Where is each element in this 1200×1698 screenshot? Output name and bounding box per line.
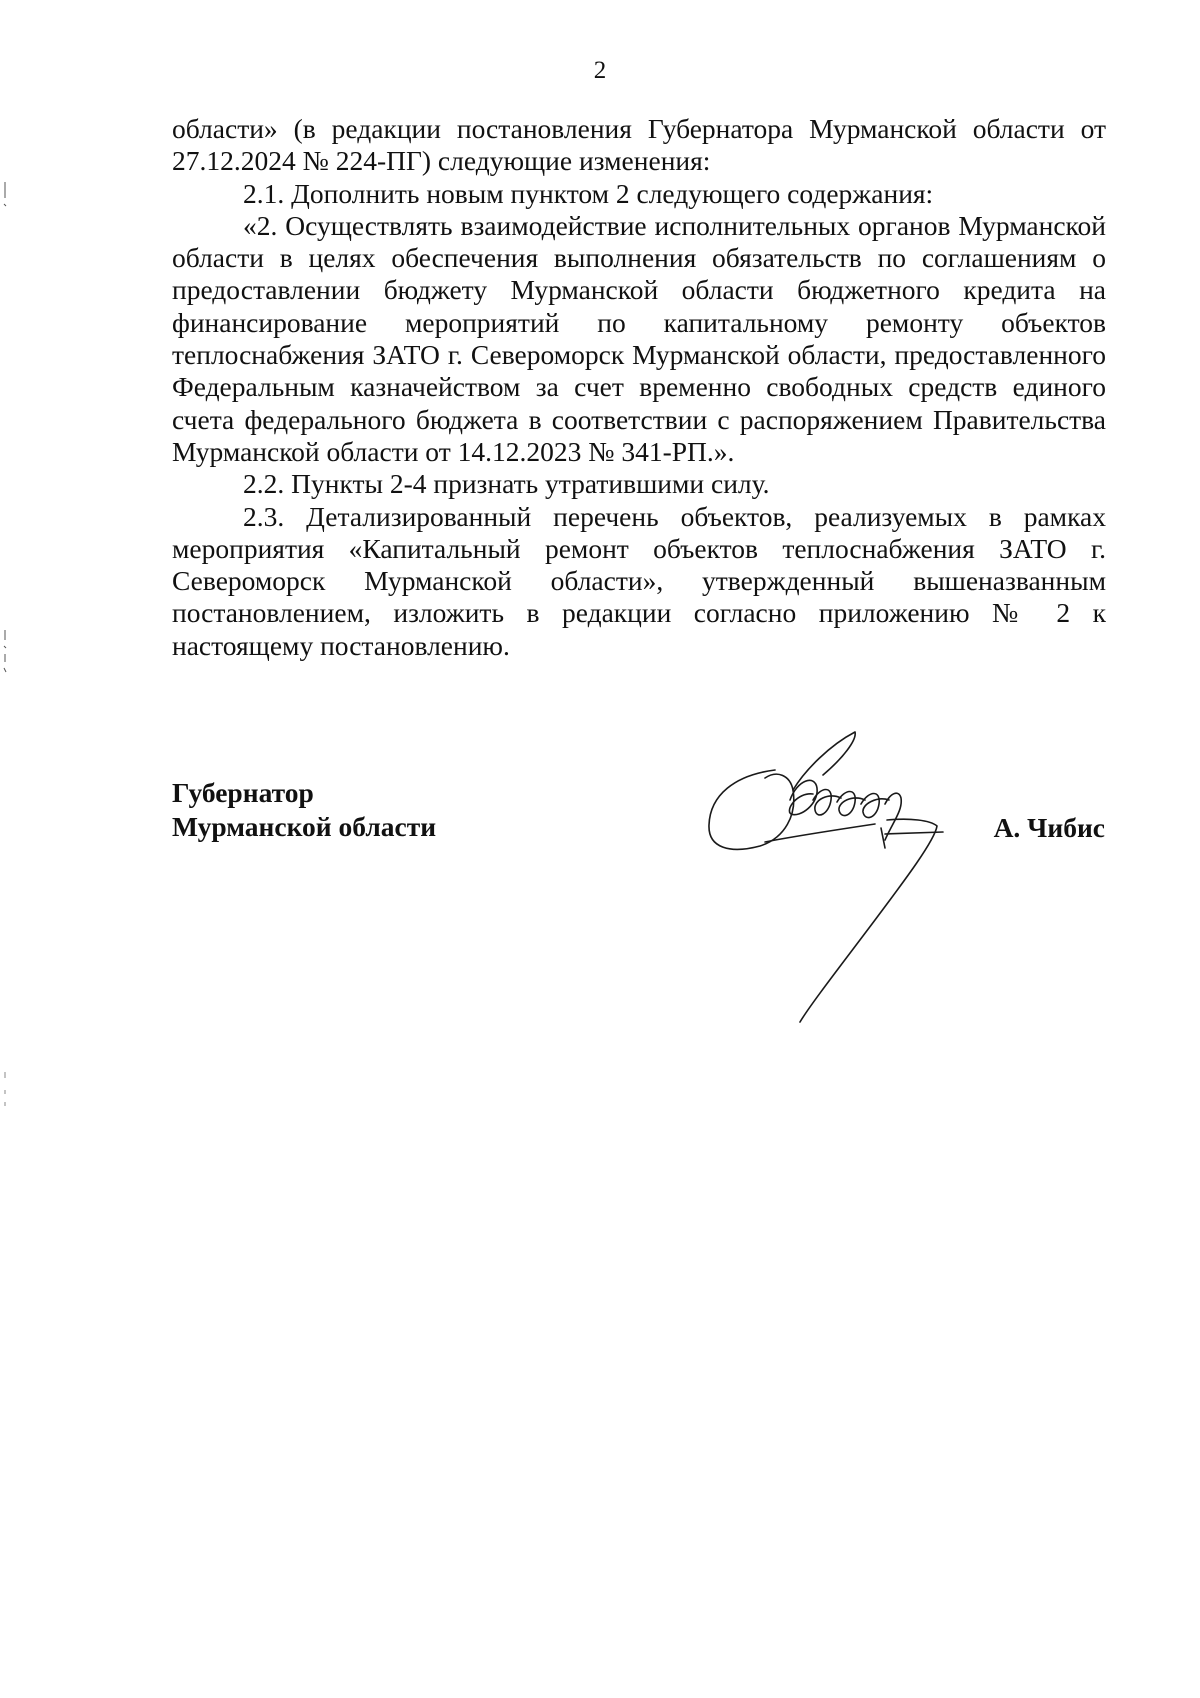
paragraph-item-2-1: 2.1. Дополнить новым пунктом 2 следующего содержания: <box>243 177 934 209</box>
scan-margin-mark <box>2 628 8 678</box>
page-number: 2 <box>593 57 607 84</box>
paragraph-new-item-2: «2. Осуществлять взаимодействие исполнительных органов Мурманской области в целях обеспечения выполнения обязательств по соглашениям о предоставлении бюджету Мурманской области бюджетного кредита на финансирование мероприятий по капитальному ремонту объектов теплоснабжения ЗАТО г. Североморск Мурманской области, предоставленного Федеральным казначейством за счет временно свободных средств единого счета федерального бюджета в соответствии с распоряжением Правительства Мурманской области от 14.12.2023 № 341-РП.». <box>172 209 1106 467</box>
scan-margin-mark <box>2 1070 8 1110</box>
paragraph-item-2-2: 2.2. Пункты 2-4 признать утратившими силу. <box>243 468 770 500</box>
scan-margin-mark <box>2 180 8 220</box>
paragraph-intro: области» (в редакции постановления Губернатора Мурманской области от 27.12.2024 № 224-ПГ) следующие изменения: <box>172 113 1106 177</box>
handwritten-signature <box>705 730 975 1030</box>
document-body <box>172 113 1106 662</box>
signatory-region: Мурманской области <box>172 811 437 842</box>
signatory-name: А. Чибис <box>993 812 1105 843</box>
signatory-position <box>172 776 436 844</box>
paragraph-item-2-3: 2.3. Детализированный перечень объектов, реализуемых в рамках мероприятия «Капитальный ремонт объектов теплоснабжения ЗАТО г. Североморск Мурманской области», утвержденный вышеназванным постановлением, изложить в редакции согласно приложению № 2 к настоящему постановлению. <box>172 500 1106 661</box>
signatory-title: Губернатор <box>172 777 314 808</box>
